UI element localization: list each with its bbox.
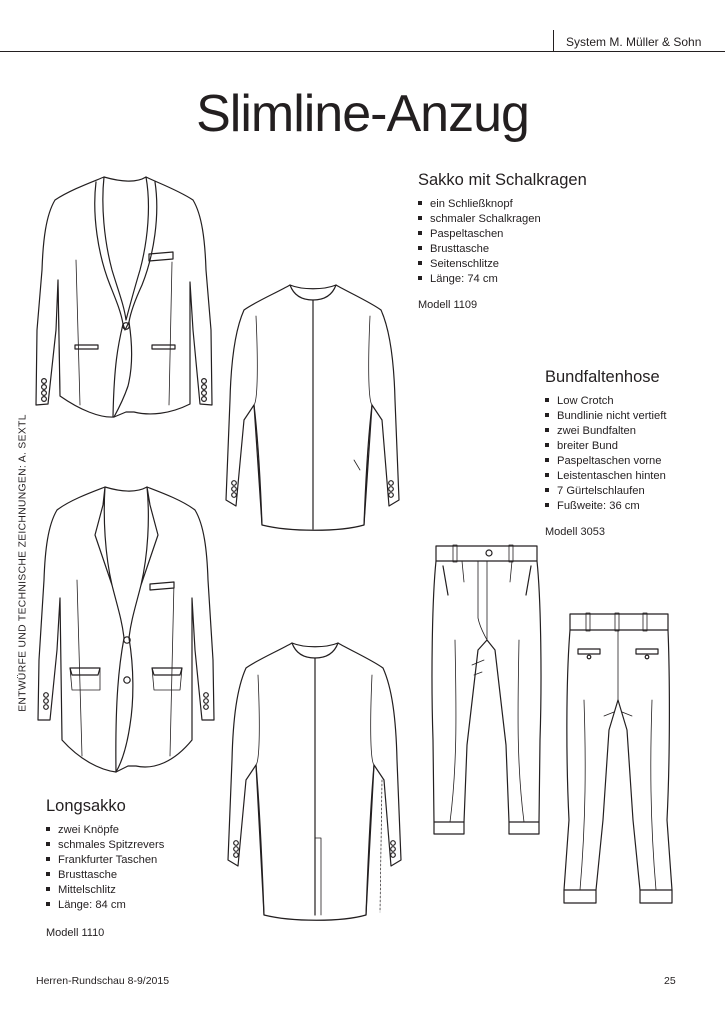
list-item: schmaler Schalkragen xyxy=(418,212,587,227)
page-title: Slimline-Anzug xyxy=(196,85,529,143)
list-item: Paspeltaschen xyxy=(418,227,587,242)
list-item: Brusttasche xyxy=(418,242,587,257)
list-item: Bundlinie nicht vertieft xyxy=(545,409,666,424)
design-credit: ENTWÜRFE UND TECHNISCHE ZEICHNUNGEN: A. SEXTL xyxy=(17,414,29,712)
list-item: Fußweite: 36 cm xyxy=(545,499,666,514)
list-item: Länge: 74 cm xyxy=(418,272,587,287)
footer-page-number: 25 xyxy=(664,975,676,987)
list-item: Frankfurter Taschen xyxy=(46,853,164,868)
sakko-heading: Sakko mit Schalkragen xyxy=(418,171,587,189)
longsakko-model-number: Modell 1110 xyxy=(46,927,105,939)
list-item: ein Schließknopf xyxy=(418,197,587,212)
longsakko-heading: Longsakko xyxy=(46,797,126,815)
list-item: Mittelschlitz xyxy=(46,883,164,898)
footer-publication: Herren-Rundschau 8-9/2015 xyxy=(36,975,170,987)
list-item: Seitenschlitze xyxy=(418,257,587,272)
list-item: zwei Knöpfe xyxy=(46,823,164,838)
list-item: breiter Bund xyxy=(545,439,666,454)
list-item: schmales Spitzrevers xyxy=(46,838,164,853)
list-item: Low Crotch xyxy=(545,394,666,409)
list-item: Brusttasche xyxy=(46,868,164,883)
sakko-model-number: Modell 1109 xyxy=(418,299,478,311)
list-item: zwei Bundfalten xyxy=(545,424,666,439)
hose-heading: Bundfaltenhose xyxy=(545,368,660,386)
list-item: Länge: 84 cm xyxy=(46,898,164,913)
list-item: Paspeltaschen vorne xyxy=(545,454,666,469)
list-item: Leistentaschen hinten xyxy=(545,469,666,484)
list-item: 7 Gürtelschlaufen xyxy=(545,484,666,499)
hose-model-number: Modell 3053 xyxy=(545,526,605,538)
header-label: System M. Müller & Sohn xyxy=(566,35,702,49)
